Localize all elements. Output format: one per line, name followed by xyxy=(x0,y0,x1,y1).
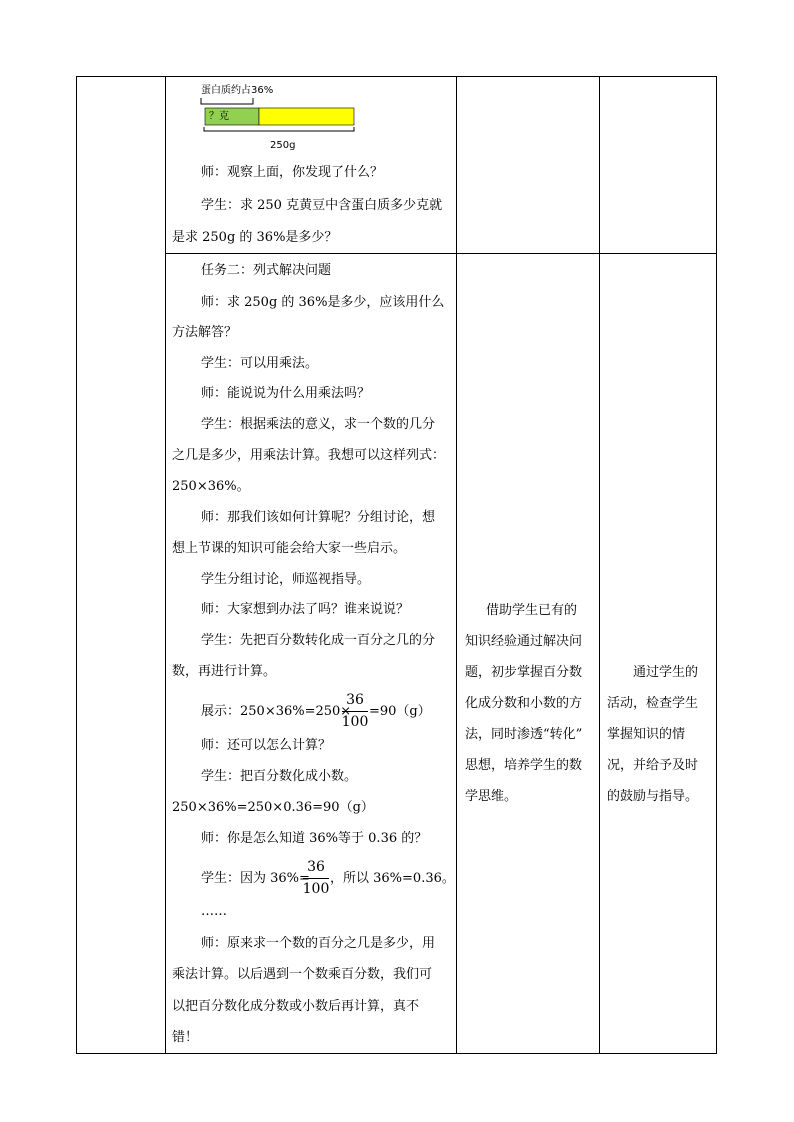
top-row-line: 师：观察上面，你发现了什么？ xyxy=(201,165,384,180)
task2-line: 学生分组讨论，师巡视指导。 xyxy=(201,572,371,587)
evaluation-line: 的鼓励与指导。 xyxy=(607,789,699,804)
evaluation-line: 况，并给予及时 xyxy=(607,758,699,773)
top-row-line: 是求 250g 的 36%是多少？ xyxy=(172,230,338,245)
task2-line: 数，再进行计算。 xyxy=(172,664,277,679)
fraction-numerator: 36 xyxy=(346,692,364,708)
column-divider-3 xyxy=(599,77,600,1053)
bar-part-label: ？克 xyxy=(209,111,229,122)
because-suffix: ，所以 36%=0.36。 xyxy=(330,871,455,886)
task2-line: 250×36%。 xyxy=(172,479,250,494)
lesson-table xyxy=(76,76,717,1054)
ellipsis: …… xyxy=(201,904,227,919)
fraction-denominator: 100 xyxy=(302,881,330,897)
task2-line: 师：能说说为什么用乘法吗？ xyxy=(201,386,371,401)
fraction-bar xyxy=(303,878,329,879)
row-divider xyxy=(165,253,717,254)
task2-line: 学生：把百分数化成小数。 xyxy=(201,769,358,784)
bar-total-label: 250g xyxy=(270,140,296,151)
evaluation-line: 掌握知识的情 xyxy=(607,727,686,742)
task2-line: 乘法计算。以后遇到一个数乘百分数，我们可 xyxy=(172,967,433,982)
task2-heading: 任务二：列式解决问题 xyxy=(201,263,332,278)
task2-line: 以把百分数化成分数或小数后再计算，真不 xyxy=(172,999,420,1014)
because-prefix: 学生：因为 36%= xyxy=(201,871,310,886)
intent-line: 知识经验通过解决问 xyxy=(465,634,583,649)
intent-line: 化成分数和小数的方 xyxy=(465,696,583,711)
show-formula-prefix: 展示：250×36%=250× xyxy=(201,704,352,719)
task2-line: 师：求 250g 的 36%是多少，应该用什么 xyxy=(201,295,445,310)
task2-line: 想上节课的知识可能会给大家一些启示。 xyxy=(172,541,407,556)
intent-line: 思想，培养学生的数 xyxy=(465,758,583,773)
column-divider-1 xyxy=(165,77,166,1053)
show-formula-suffix: =90（g） xyxy=(369,704,431,719)
fraction-denominator: 100 xyxy=(341,714,369,730)
task2-line: 错！ xyxy=(172,1030,199,1045)
intent-line: 借助学生已有的 xyxy=(486,603,578,618)
fraction-bar xyxy=(342,711,368,712)
diagram-top-label: 蛋白质约占36% xyxy=(201,85,274,96)
task2-line: 师：那我们该如何计算呢？分组讨论，想 xyxy=(201,510,436,525)
task2-line: 学生：可以用乘法。 xyxy=(201,356,319,371)
task2-line: 师：还可以怎么计算？ xyxy=(201,738,332,753)
bottom-bracket xyxy=(204,127,354,131)
top-bracket xyxy=(201,98,253,104)
intent-line: 法，同时渗透“转化” xyxy=(465,727,583,742)
evaluation-line: 通过学生的 xyxy=(633,665,699,680)
column-divider-2 xyxy=(456,77,457,1053)
task2-line: 学生：根据乘法的意义，求一个数的几分 xyxy=(201,417,436,432)
bar-rest-segment xyxy=(259,108,354,125)
task2-line: 250×36%=250×0.36=90（g） xyxy=(172,800,374,815)
task2-line: 师：原来求一个数的百分之几是多少，用 xyxy=(201,936,436,951)
task2-line: 师：你是怎么知道 36%等于 0.36 的？ xyxy=(201,831,428,846)
task2-line: 学生：先把百分数转化成一百分之几的分 xyxy=(201,633,436,648)
task2-line: 方法解答？ xyxy=(172,325,238,340)
task2-line: 师：大家想到办法了吗？谁来说说？ xyxy=(201,602,410,617)
intent-line: 学思维。 xyxy=(465,789,518,804)
evaluation-line: 活动，检查学生 xyxy=(607,696,699,711)
top-row-line: 学生：求 250 克黄豆中含蛋白质多少克就 xyxy=(201,198,443,213)
fraction-numerator: 36 xyxy=(307,859,325,875)
intent-line: 题，初步掌握百分数 xyxy=(465,665,583,680)
task2-line: 之几是多少，用乘法计算。我想可以这样列式： xyxy=(172,448,446,463)
